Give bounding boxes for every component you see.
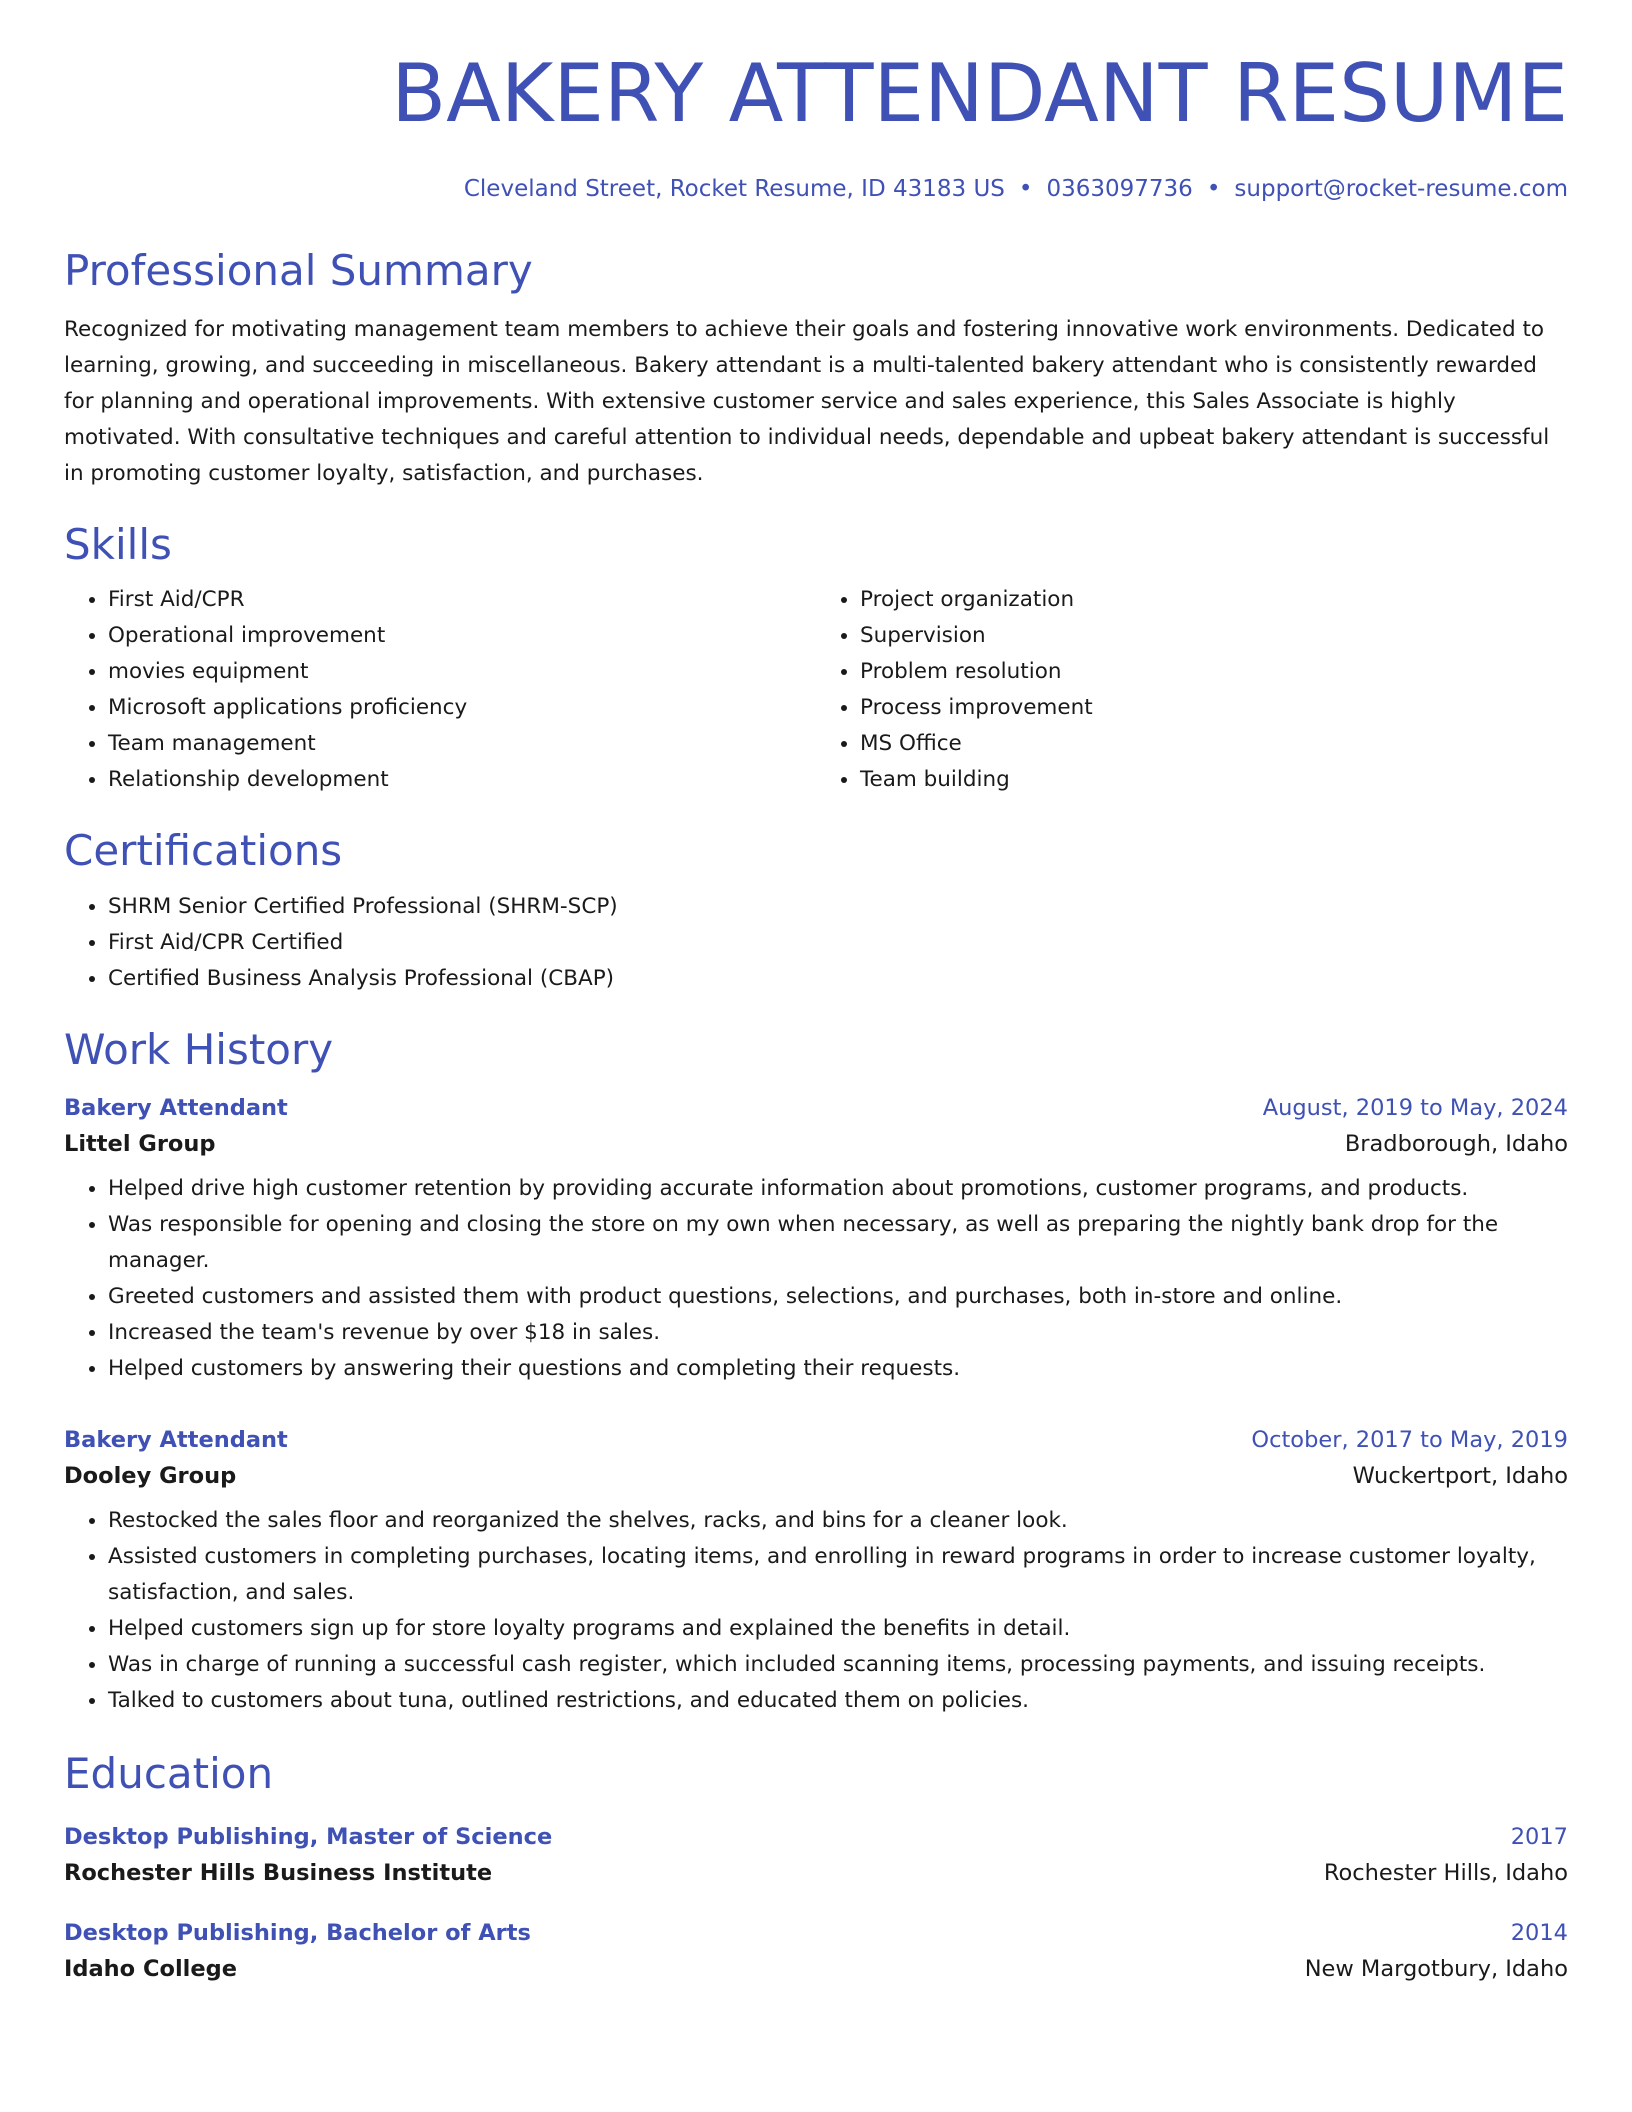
job-header-row (64, 1095, 1568, 1121)
school-location: New Margotbury, Idaho (1304, 1955, 1568, 1982)
job-duties-list (64, 1503, 1568, 1719)
duty-item: • Assisted customers in completing purchases, locating items, and enrolling in reward programs in order to increase customer loyalty, satisfaction, and sales. (108, 1539, 1568, 1611)
job-duties-list (64, 1171, 1568, 1387)
certification-item: • First Aid/CPR Certified (108, 925, 1568, 961)
skills-columns (64, 582, 1568, 798)
duty-item: • Was in charge of running a successful cash register, which included scanning items, processing payments, and issuing receipts. (108, 1647, 1568, 1683)
address: Cleveland Street, Rocket Resume, ID 43183 US (463, 176, 1005, 202)
company-name: Dooley Group (64, 1463, 237, 1490)
job-location: Bradborough, Idaho (1344, 1131, 1568, 1158)
school-location: Rochester Hills, Idaho (1323, 1859, 1568, 1886)
skill-item: • Process improvement (860, 690, 1568, 726)
job-entry (64, 1095, 1568, 1387)
job-entry (64, 1427, 1568, 1719)
job-title: Bakery Attendant (64, 1095, 288, 1122)
degree: Desktop Publishing, Master of Science (64, 1823, 553, 1850)
education-school-row (64, 1860, 1568, 1886)
job-header-row (64, 1427, 1568, 1453)
email: support@rocket-resume.com (1234, 176, 1568, 202)
skills-list-right (816, 582, 1568, 798)
resume-title: BAKERY ATTENDANT RESUME (391, 47, 1568, 140)
certifications-heading: Certifications (64, 826, 343, 876)
education-header-row (64, 1824, 1568, 1850)
job-dates: October, 2017 to May, 2019 (1251, 1427, 1568, 1454)
education-school-row (64, 1956, 1568, 1982)
degree: Desktop Publishing, Bachelor of Arts (64, 1919, 531, 1946)
certifications-list (64, 889, 1568, 997)
skill-item: • Team building (860, 762, 1568, 798)
separator: • (1206, 176, 1221, 202)
separator: • (1018, 176, 1033, 202)
duty-item: • Was responsible for opening and closing the store on my own when necessary, as well as preparing the nightly bank drop for the manager. (108, 1207, 1568, 1279)
job-company-row (64, 1463, 1568, 1489)
school-name: Rochester Hills Business Institute (64, 1859, 493, 1886)
company-name: Littel Group (64, 1131, 216, 1158)
duty-item: • Greeted customers and assisted them with product questions, selections, and purchases, both in-store and online. (108, 1279, 1568, 1315)
school-name: Idaho College (64, 1955, 237, 1982)
skill-item: • Operational improvement (108, 618, 816, 654)
duty-item: • Restocked the sales floor and reorganized the shelves, racks, and bins for a cleaner look. (108, 1503, 1568, 1539)
certification-item: • Certified Business Analysis Professional (CBAP) (108, 961, 1568, 997)
skill-item: • Team management (108, 726, 816, 762)
duty-item: • Helped customers sign up for store loyalty programs and explained the benefits in detail. (108, 1611, 1568, 1647)
skill-item: • Project organization (860, 582, 1568, 618)
graduation-year: 2014 (1510, 1919, 1568, 1946)
summary-heading: Professional Summary (64, 245, 533, 295)
skill-item: • First Aid/CPR (108, 582, 816, 618)
graduation-year: 2017 (1510, 1823, 1568, 1850)
skill-item: • movies equipment (108, 654, 816, 690)
skill-item: • Relationship development (108, 762, 816, 798)
skill-item: • Microsoft applications proficiency (108, 690, 816, 726)
education-entry (64, 1920, 1568, 1982)
duty-item: • Helped drive high customer retention by providing accurate information about promotions, customer programs, and products. (108, 1171, 1568, 1207)
certification-item: • SHRM Senior Certified Professional (SHRM-SCP) (108, 889, 1568, 925)
summary-text: Recognized for motivating management team members to achieve their goals and fostering innovative work environments. Dedicated to learning, growing, and succeeding in miscellaneous. Bakery attendant is a multi-talented bakery attendant who is consistently rewarded for planning and operational improvements. With extensive customer service and sales experience, this Sales Associate is highly motivated. With consultative techniques and careful attention to individual needs, dependable and upbeat bakery attendant is successful in promoting customer loyalty, satisfaction, and purchases. (64, 316, 1550, 486)
skills-heading: Skills (64, 519, 172, 569)
skill-item: • Problem resolution (860, 654, 1568, 690)
job-company-row (64, 1131, 1568, 1157)
work-history-heading: Work History (64, 1024, 334, 1074)
education-entry (64, 1824, 1568, 1886)
job-location: Wuckertport, Idaho (1352, 1463, 1568, 1490)
skill-item: • MS Office (860, 726, 1568, 762)
duty-item: • Talked to customers about tuna, outlined restrictions, and educated them on policies. (108, 1683, 1568, 1719)
duty-item: • Helped customers by answering their questions and completing their requests. (108, 1351, 1568, 1387)
job-title: Bakery Attendant (64, 1427, 288, 1454)
education-header-row (64, 1920, 1568, 1946)
skills-list-left (64, 582, 816, 798)
skill-item: • Supervision (860, 618, 1568, 654)
contact-line (64, 176, 1568, 204)
job-dates: August, 2019 to May, 2024 (1262, 1095, 1568, 1122)
duty-item: • Increased the team's revenue by over $18 in sales. (108, 1315, 1568, 1351)
education-heading: Education (64, 1749, 274, 1799)
phone: 0363097736 (1046, 176, 1193, 202)
